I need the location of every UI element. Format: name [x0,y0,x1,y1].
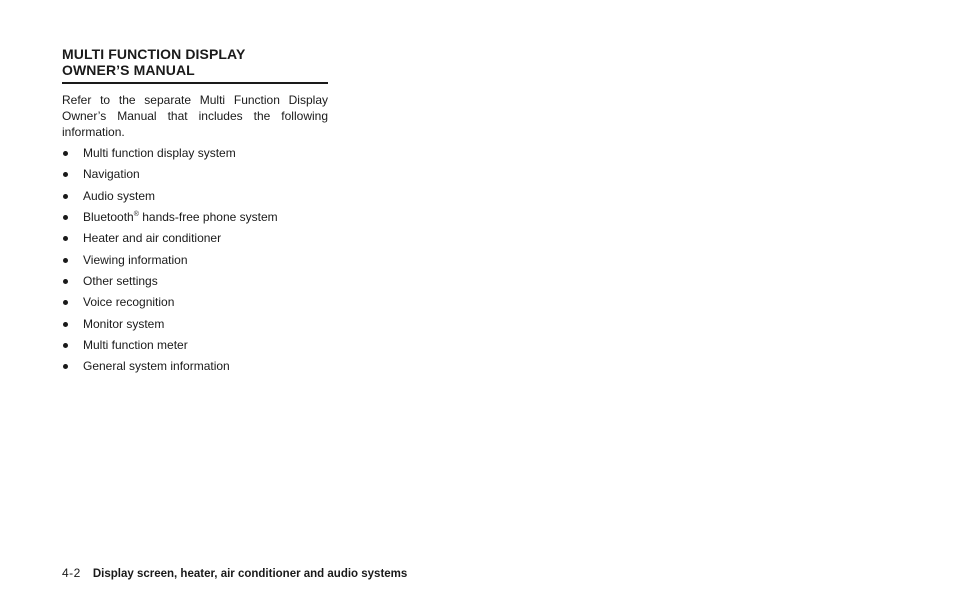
chapter-title: Display screen, heater, air conditioner and audio systems [92,568,408,580]
list-item-text: Bluetooth [83,210,134,225]
bullet-icon [63,258,68,263]
bullet-icon [63,279,68,284]
list-item-text: Viewing information [83,252,188,267]
page-number: 4-2 [62,566,81,580]
list-item [62,317,328,332]
list-item [62,295,328,310]
list-item-text: Voice recognition [83,295,175,310]
bullet-icon [63,194,68,199]
list-item [62,359,328,374]
bullet-icon [63,364,68,369]
section-heading-line-1: MULTI FUNCTION DISPLAY [62,46,246,62]
list-item-text: Other settings [83,274,158,289]
list-item-text: Monitor system [83,316,165,331]
list-item [62,253,328,268]
list-item [62,146,328,161]
bullet-icon [63,322,68,327]
section-heading-line-2: OWNER’S MANUAL [62,62,195,78]
registered-mark: ® [133,211,139,219]
bullet-icon [63,343,68,348]
page-footer [62,565,407,582]
section-heading [62,46,328,84]
list-item-text: General system information [83,359,230,374]
list-item [62,274,328,289]
list-item-text: Audio system [83,188,156,203]
list-item-text-continued: hands-free phone system [138,210,278,225]
list-item [62,210,328,225]
bullet-icon [63,151,68,156]
list-item-text: Multi function display system [83,146,236,160]
list-item [62,231,328,246]
information-list [62,146,328,374]
list-item [62,338,328,353]
content-column [62,46,328,381]
bullet-icon [63,172,68,177]
intro-paragraph: Refer to the separate Multi Function Display Owner’s Manual that includes the following information. [62,93,328,139]
bullet-icon [63,215,68,220]
bullet-icon [63,300,68,305]
list-item [62,167,328,182]
list-item [62,189,328,204]
list-item-text: Navigation [83,167,140,182]
list-item-text: Multi function meter [83,338,188,353]
bullet-icon [63,236,68,241]
list-item-text: Heater and air conditioner [83,231,222,246]
